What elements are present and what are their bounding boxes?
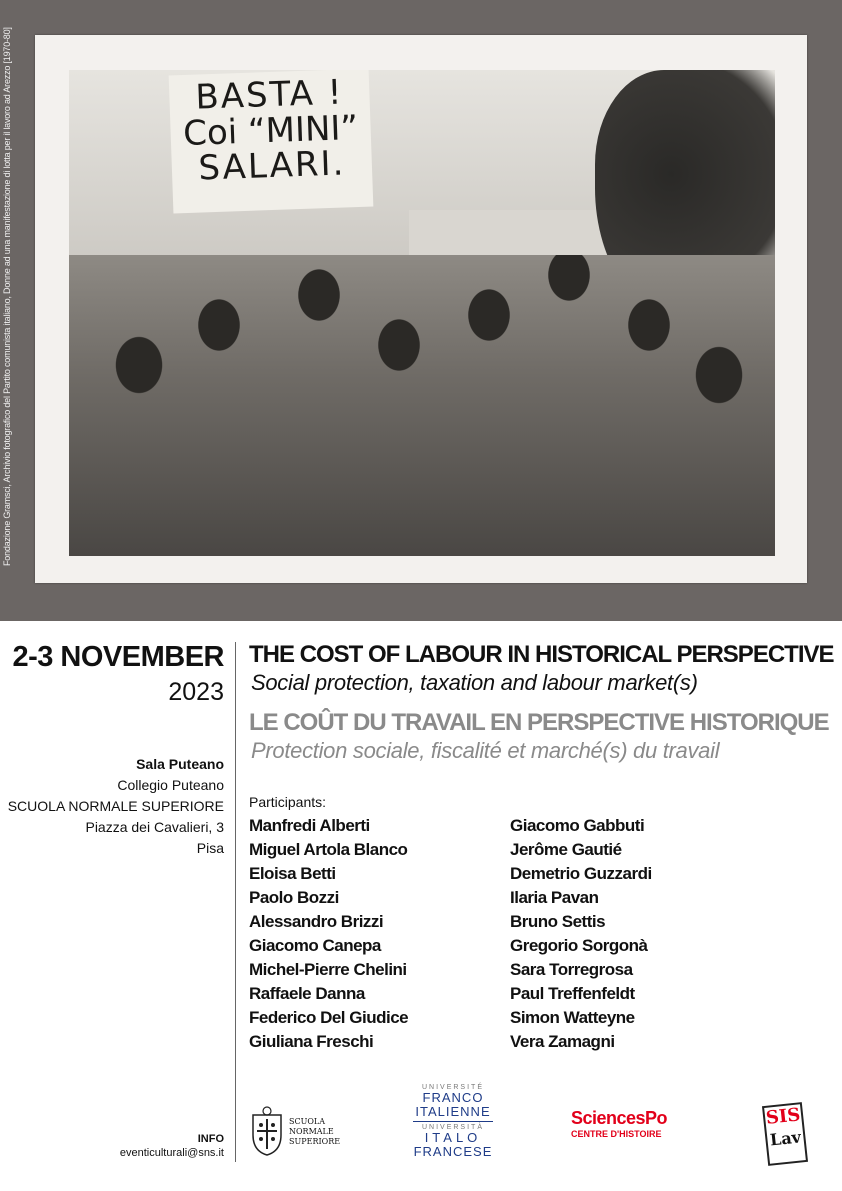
sns-wordmark — [289, 1117, 340, 1147]
participant-name: Sara Torregrosa — [510, 960, 633, 979]
universita-italo-francese-logo — [413, 1084, 493, 1159]
title-english: THE COST OF LABOUR IN HISTORICAL PERSPECTIVE — [249, 641, 834, 668]
participant-name: Simon Watteyne — [510, 1008, 635, 1027]
sis-top: SIS — [764, 1104, 802, 1129]
sis-bottom: Lav — [769, 1127, 802, 1150]
venue-address: Piazza dei Cavalieri, 3 — [85, 819, 224, 835]
photo-credit: Fondazione Gramsci, Archivio fotografico del Partito comunista italiano, Donne ad una manifestazione di lotta per il lavoro ad Arezzo [1970-80] — [2, 27, 12, 566]
participant-name: Manfredi Alberti — [249, 816, 370, 835]
venue-building: Collegio Puteano — [117, 777, 224, 793]
sns-logo — [249, 1105, 339, 1161]
subtitle-english: Social protection, taxation and labour market(s) — [251, 670, 698, 695]
sciencespo-name: SciencesPo — [571, 1108, 668, 1128]
participant-name: Vera Zamagni — [510, 1032, 615, 1051]
sislav-logo — [762, 1102, 808, 1166]
participant-name: Miguel Artola Blanco — [249, 840, 408, 859]
subtitle-french: Protection sociale, fiscalité et marché(s) du travail — [251, 738, 720, 763]
venue-city: Pisa — [196, 840, 224, 856]
participant-name: Federico Del Giudice — [249, 1008, 409, 1027]
sns-crest-icon — [249, 1105, 285, 1157]
ufi-bottom-2: FRANCESE — [413, 1144, 493, 1159]
participant-name: Giacomo Canepa — [249, 936, 381, 955]
participant-name: Paolo Bozzi — [249, 888, 339, 907]
sns-line-1: SCUOLA — [289, 1117, 325, 1126]
ufi-top-small: UNIVERSITÉ — [421, 1084, 484, 1091]
participant-name: Raffaele Danna — [249, 984, 365, 1003]
historical-photo — [69, 70, 775, 556]
participant-name: Eloisa Betti — [249, 864, 336, 883]
venue-institution: SCUOLA NORMALE SUPERIORE — [7, 798, 224, 814]
sns-line-3: SUPERIORE — [289, 1137, 341, 1146]
info-block — [120, 1132, 224, 1160]
participant-name: Alessandro Brizzi — [249, 912, 384, 931]
ufi-rule — [413, 1121, 493, 1122]
vertical-divider — [235, 642, 236, 1162]
participants-column-b — [510, 814, 652, 1054]
venue-room: Sala Puteano — [136, 756, 224, 772]
participant-name: Giacomo Gabbuti — [510, 816, 645, 835]
participant-name: Bruno Settis — [510, 912, 606, 931]
sciencespo-logo — [571, 1108, 691, 1139]
info-email: eventiculturali@sns.it — [119, 1147, 224, 1159]
sign-line-1: BASTA ! — [194, 72, 345, 118]
sns-line-2: NORMALE — [289, 1127, 334, 1136]
title-french: LE COÛT DU TRAVAIL EN PERSPECTIVE HISTORIQUE — [249, 709, 829, 736]
venue-block — [8, 754, 224, 859]
info-label: INFO — [197, 1133, 224, 1145]
participants-column-a — [249, 814, 408, 1054]
ufi-bottom-small: UNIVERSITÀ — [421, 1124, 484, 1131]
sign-line-3: SALARI. — [197, 143, 346, 189]
event-year: 2023 — [168, 678, 224, 706]
participant-name: Jerôme Gautié — [510, 840, 622, 859]
photo-crowd — [69, 255, 775, 556]
participant-name: Demetrio Guzzardi — [510, 864, 652, 883]
sciencespo-sub: CENTRE D'HISTOIRE — [571, 1129, 662, 1139]
ufi-top-2: ITALIENNE — [415, 1104, 491, 1119]
participant-name: Gregorio Sorgonà — [510, 936, 648, 955]
participant-name: Giuliana Freschi — [249, 1032, 374, 1051]
ufi-top-1: FRANCO — [422, 1090, 484, 1105]
participants-label: Participants: — [249, 794, 327, 810]
protest-sign — [169, 70, 374, 213]
participant-name: Michel-Pierre Chelini — [249, 960, 407, 979]
participant-name: Paul Treffenfeldt — [510, 984, 635, 1003]
ufi-bottom-1: ITALO — [424, 1130, 482, 1145]
event-dates: 2-3 NOVEMBER — [12, 641, 224, 673]
sign-line-2: Coi “MINI” — [182, 107, 359, 154]
participant-name: Ilaria Pavan — [510, 888, 599, 907]
